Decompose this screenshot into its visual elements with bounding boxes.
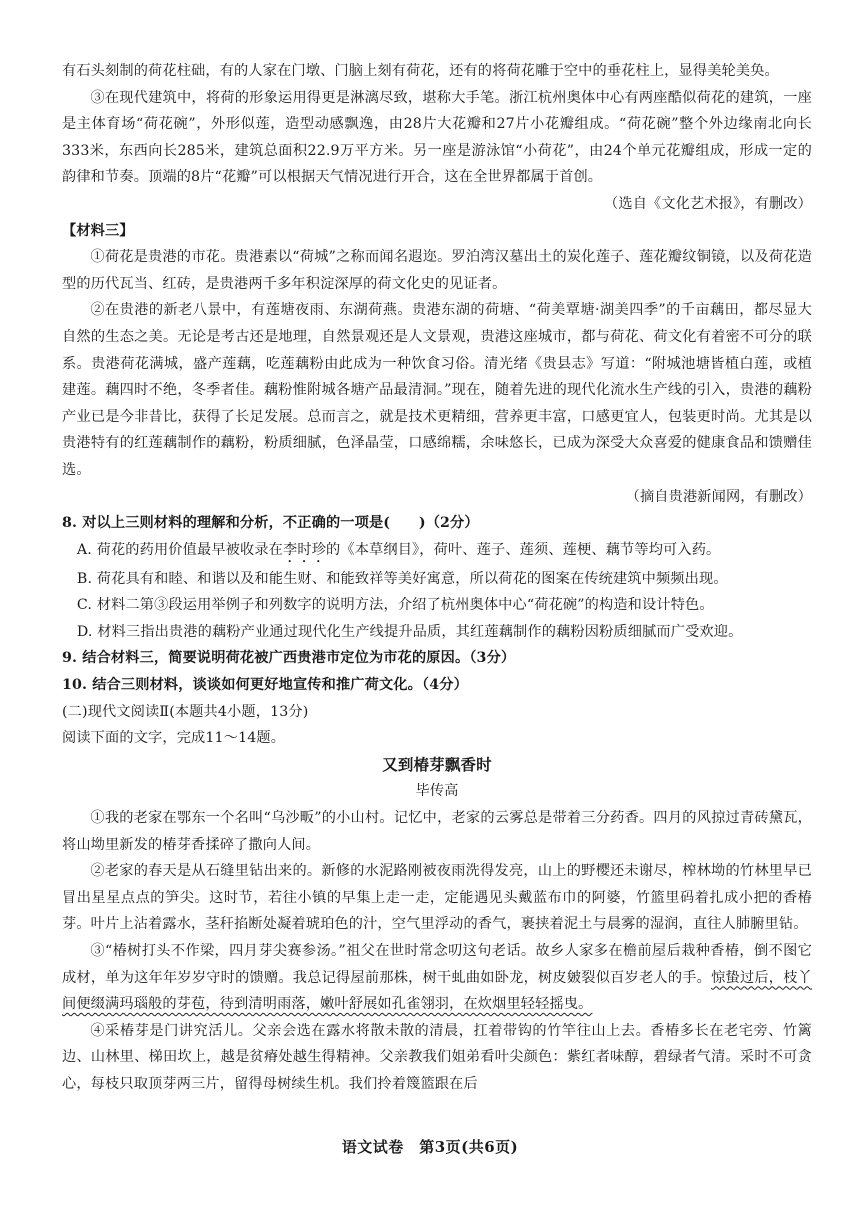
essay-paragraph-3: ③“椿树打头不作梁，四月芽尖赛参汤。”祖父在世时常念叨这句老话。故乡人家多在檐前屋后栽种香椿，倒不图它成材，单为这年年岁岁守时的馈赠。我总记得屋前那株，树干虬曲如卧龙，树皮皴裂似百岁老人的手。惊蛰过后，枝丫间便缀满玛瑙般的芽苞，待到清明雨落，嫩叶舒展如孔雀翎羽，在炊烟里轻轻摇曳。	[62, 943, 812, 1013]
material2-source: （选自《文化艺术报》，有删改）	[604, 195, 812, 212]
section-2-heading: (二)现代文阅读Ⅱ(本题共4小题，13分)	[62, 703, 309, 720]
question-8-stem: 8. 对以上三则材料的理解和分析，不正确的一项是( )（2分）	[62, 515, 479, 532]
material3-heading: 【材料三】	[62, 222, 134, 239]
question-8-option-c: C. 材料二第③段运用举例子和列数字的说明方法，介绍了杭州奥体中心“荷花碗”的构造和设计特色。	[76, 597, 714, 614]
material3-paragraph-2: ②在贵港的新老八景中，有莲塘夜雨、东湖荷燕。贵港东湖的荷塘、“荷美覃塘·湖美四季”的千亩藕田，都尽显大自然的生态之美。无论是考古还是地理，自然景观还是人文景观，贵港这座城市，都与荷花、荷文化有着密不可分的联系。贵港荷花满城，盛产莲藕，吃莲藕粉由此成为一种饮食习俗。清光绪《贵县志》写道：“附城池塘皆植白莲，或植建莲。藕四时不绝，冬季者佳。藕粉惟附城各塘产品最清洞。”现在，随着先进的现代化流水生产线的引入，贵港的藕粉产业已是今非昔比，获得了长足发展。总而言之，就是技术更精细，营养更丰富，口感更宜人，包装更时尚。尤其是以贵港特有的红莲藕制作的藕粉，粉质细腻，色泽晶莹，口感绵糯，余味悠长，已成为深受大众喜爱的健康食品和馈赠佳选。	[62, 302, 812, 478]
exam-page	[62, 58, 812, 1098]
question-10: 10. 结合三则材料，谈谈如何更好地宣传和推广荷文化。（4分）	[62, 677, 468, 694]
wavy-underlined-sentence: 惊蛰过后，枝丫间便缀满玛瑙般的芽苞，待到清明雨落，嫩叶舒展如孔雀翎羽，在炊烟里轻轻摇曳。	[62, 969, 812, 1013]
material2-paragraph-3: ③在现代建筑中，将荷的形象运用得更是淋漓尽致，堪称大手笔。浙江杭州奥体中心有两座酷似荷花的建筑，一座是主体育场“荷花碗”，外形似莲，造型动感飘逸，由28片大花瓣和27片小花瓣组成。“荷花碗”整个外边缘南北向长333米，东西向长285米，建筑总面积22.9万平方米。另一座是游泳馆“小荷花”，由24个单元花瓣组成，形成一定的韵律和节奏。顶端的8片“花瓣”可以根据天气情况进行开合，这在全世界都属于首创。	[62, 89, 812, 186]
essay-paragraph-2: ②老家的春天是从石缝里钻出来的。新修的水泥路刚被夜雨洗得发亮，山上的野樱还未谢尽，榨林坳的竹林里早已冒出星星点点的笋尖。这时节，若往小镇的早集上走一走，定能遇见头戴蓝布巾的阿婆，竹篮里码着扎成小把的香椿芽。叶片上沾着露水，茎秆掐断处凝着琥珀色的汁，空气里浮动的香气，裹挟着泥土与晨雾的湿润，直往人肺腑里钻。	[62, 863, 812, 933]
essay-author: 毕传高	[415, 783, 459, 800]
material3-paragraph-1: ①荷花是贵港的市花。贵港素以“荷城”之称而闻名遐迩。罗泊湾汉墓出土的炭化莲子、莲花瓣纹铜镜，以及荷花造型的历代瓦当、红砖，是贵港两千多年积淀深厚的荷文化史的见证者。	[62, 249, 812, 292]
page-footer: 语文试卷 第3页(共6页)	[341, 1138, 519, 1156]
question-8-option-b: B. 荷花具有和睦、和谐以及和能生财、和能致祥等美好寓意，所以荷花的图案在传统建筑中频频出现。	[76, 570, 728, 587]
section-2-instruction: 阅读下面的文字，完成11～14题。	[62, 730, 286, 747]
question-8-option-a: A. 荷花的药用价值最早被收录在李时珍的《本草纲目》，荷叶、莲子、莲须、莲梗、藕节等均可入药。	[76, 541, 721, 558]
material3-source: （摘自贵港新闻网，有删改）	[625, 488, 812, 505]
question-9: 9. 结合材料三，简要说明荷花被广西贵港市定位为市花的原因。（3分）	[62, 650, 516, 667]
question-8-option-d: D. 材料三指出贵港的藕粉产业通过现代化生产线提升品质，其红莲藕制作的藕粉因粉质细腻而广受欢迎。	[76, 623, 743, 640]
essay-paragraph-4: ④采椿芽是门讲究活儿。父亲会选在露水将散未散的清晨，扛着带钩的竹竿往山上去。香椿多长在老宅旁、竹篱边、山林里、梯田坎上，越是贫瘠处越生得精神。父亲教我们姐弟看叶尖颜色：紫红者味醇，碧绿者气清。采时不可贪心，每枝只取顶芽两三片，留得母树续生机。我们拎着篾篮跟在后	[62, 1022, 812, 1092]
essay-title: 又到椿芽飘香时	[382, 754, 492, 774]
essay-paragraph-1: ①我的老家在鄂东一个名叫“乌沙畈”的小山村。记忆中，老家的云雾总是带着三分药香。四月的风掠过青砖黛瓦，将山坳里新发的椿芽香揉碎了撒向人间。	[62, 810, 812, 853]
emphasis-dots-text: 李时珍	[283, 541, 327, 558]
material2-continued: 有石头刻制的荷花柱础，有的人家在门墩、门脑上刻有荷花，还有的将荷花雕于空中的垂花柱上，显得美轮美奂。	[62, 63, 779, 79]
